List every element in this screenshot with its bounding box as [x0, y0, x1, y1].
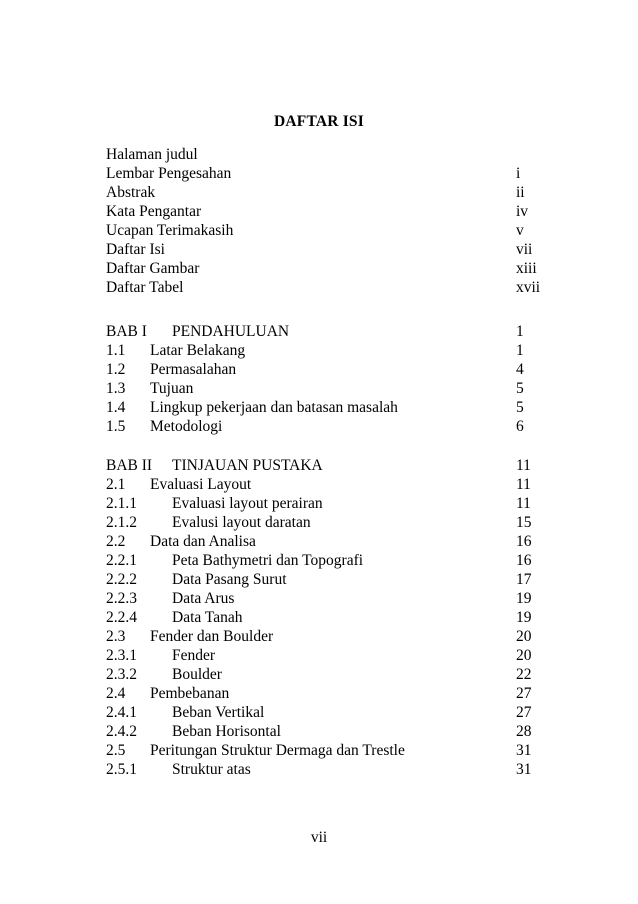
- toc-entry-number: 1.3: [106, 380, 126, 397]
- toc-entry-number: 2.4.1: [106, 704, 137, 721]
- toc-entry-page: 20: [516, 647, 532, 664]
- toc-entry-page: 19: [516, 609, 532, 626]
- toc-entry: [106, 240, 546, 259]
- toc-entry: [106, 360, 546, 379]
- toc-entry-title: Beban Vertikal: [172, 704, 265, 721]
- toc-entry: [106, 589, 546, 608]
- front-matter-list: [106, 145, 546, 297]
- toc-entry-page: v: [516, 222, 524, 239]
- toc-entry-title: Evalusi layout daratan: [172, 514, 311, 531]
- toc-entry: [106, 379, 546, 398]
- toc-entry-number: 2.2.3: [106, 590, 137, 607]
- toc-entry-number: 1.1: [106, 342, 126, 359]
- toc-entry-title: Tujuan: [150, 380, 194, 397]
- chapter-2-list: [106, 456, 546, 779]
- toc-entry: [106, 494, 546, 513]
- toc-entry-page: 31: [516, 761, 532, 778]
- toc-entry: [106, 456, 546, 475]
- toc-entry: [106, 627, 546, 646]
- toc-entry-title: Peritungan Struktur Dermaga dan Trestle: [150, 742, 405, 759]
- toc-entry: [106, 221, 546, 240]
- toc-entry: [106, 475, 546, 494]
- chapter-1-list: [106, 322, 546, 436]
- toc-entry: [106, 551, 546, 570]
- toc-entry: [106, 646, 546, 665]
- toc-entry-number: 2.3: [106, 628, 126, 645]
- toc-entry-page: 22: [516, 666, 532, 683]
- toc-entry: [106, 741, 546, 760]
- toc-entry-page: 27: [516, 704, 532, 721]
- toc-entry-title: Struktur atas: [172, 761, 251, 778]
- toc-entry-title: Data Pasang Surut: [172, 571, 287, 588]
- toc-entry-title: Peta Bathymetri dan Topografi: [172, 552, 364, 569]
- toc-entry-page: 19: [516, 590, 532, 607]
- toc-entry-page: xvii: [516, 279, 541, 296]
- toc-entry-title: Permasalahan: [150, 361, 237, 378]
- toc-entry-title: Daftar Gambar: [106, 260, 200, 277]
- toc-entry-page: vii: [516, 241, 533, 258]
- toc-entry-title: Data Arus: [172, 590, 235, 607]
- toc-entry-page: iv: [516, 203, 529, 220]
- toc-entry: [106, 417, 546, 436]
- toc-entry-number: 2.1.2: [106, 514, 137, 531]
- toc-entry: [106, 183, 546, 202]
- toc-entry: [106, 760, 546, 779]
- toc-entry: [106, 665, 546, 684]
- toc-entry-number: 2.5.1: [106, 761, 137, 778]
- toc-entry: [106, 398, 546, 417]
- toc-entry-page: 11: [516, 457, 531, 474]
- toc-entry-number: 2.2: [106, 533, 126, 550]
- toc-entry-page: 31: [516, 742, 532, 759]
- toc-entry-number: BAB II: [106, 457, 153, 474]
- toc-entry-number: 2.1: [106, 476, 126, 493]
- toc-entry-page: 1: [516, 342, 524, 359]
- toc-entry: [106, 703, 546, 722]
- toc-entry-title: Ucapan Terimakasih: [106, 222, 234, 239]
- toc-entry-page: 17: [516, 571, 532, 588]
- toc-entry-number: 2.2.2: [106, 571, 137, 588]
- toc-entry-number: 2.4.2: [106, 723, 137, 740]
- toc-entry: [106, 259, 546, 278]
- toc-entry-number: 2.1.1: [106, 495, 137, 512]
- toc-entry-number: 2.5: [106, 742, 126, 759]
- toc-entry-page: xiii: [516, 260, 537, 277]
- toc-entry: [106, 202, 546, 221]
- toc-entry-title: Fender dan Boulder: [150, 628, 274, 645]
- toc-entry-title: Daftar Tabel: [106, 279, 184, 296]
- toc-entry: [106, 570, 546, 589]
- toc-entry-page: 16: [516, 552, 532, 569]
- toc-entry-number: 2.2.4: [106, 609, 137, 626]
- toc-entry-title: Lembar Pengesahan: [106, 165, 232, 182]
- toc-entry: [106, 322, 546, 341]
- toc-entry-title: PENDAHULUAN: [172, 323, 290, 340]
- toc-entry: [106, 608, 546, 627]
- toc-entry-title: Fender: [172, 647, 216, 664]
- toc-entry-number: 2.3.2: [106, 666, 137, 683]
- toc-entry-title: Data Tanah: [172, 609, 243, 626]
- toc-entry-number: 2.2.1: [106, 552, 137, 569]
- toc-entry-page: 5: [516, 380, 524, 397]
- toc-entry-number: 2.4: [106, 685, 126, 702]
- toc-entry-title: Metodologi: [150, 418, 223, 435]
- toc-entry-title: TINJAUAN PUSTAKA: [172, 457, 323, 474]
- toc-entry-page: 28: [516, 723, 532, 740]
- toc-entry-number: 1.5: [106, 418, 126, 435]
- toc-entry-title: Evaluasi layout perairan: [172, 495, 323, 512]
- toc-entry-page: 11: [516, 476, 531, 493]
- toc-entry-number: 1.4: [106, 399, 126, 416]
- toc-entry-title: Kata Pengantar: [106, 203, 202, 220]
- toc-entry: [106, 722, 546, 741]
- toc-entry-page: 20: [516, 628, 532, 645]
- toc-entry-title: Halaman judul: [106, 146, 198, 163]
- toc-entry-title: Lingkup pekerjaan dan batasan masalah: [150, 399, 398, 416]
- toc-entry-title: Latar Belakang: [150, 342, 246, 359]
- toc-entry-title: Daftar Isi: [106, 241, 165, 258]
- toc-entry-title: Boulder: [172, 666, 222, 683]
- toc-entry-page: 1: [516, 323, 524, 340]
- toc-entry-page: 6: [516, 418, 524, 435]
- toc-entry-title: Pembebanan: [150, 685, 230, 702]
- toc-entry-page: i: [516, 165, 521, 182]
- toc-entry-page: ii: [516, 184, 525, 201]
- toc-entry-page: 5: [516, 399, 524, 416]
- toc-entry-page: 16: [516, 533, 532, 550]
- toc-entry-number: 2.3.1: [106, 647, 137, 664]
- toc-entry-page: 11: [516, 495, 531, 512]
- toc-entry-page: 4: [516, 361, 524, 378]
- toc-entry: [106, 145, 546, 164]
- toc-entry-title: Abstrak: [106, 184, 156, 201]
- toc-entry-title: Evaluasi Layout: [150, 476, 252, 493]
- toc-entry-page: 15: [516, 514, 532, 531]
- toc-entry-number: 1.2: [106, 361, 126, 378]
- toc-entry: [106, 513, 546, 532]
- toc-entry: [106, 341, 546, 360]
- page-title: DAFTAR ISI: [274, 113, 364, 130]
- page-number: vii: [310, 829, 328, 846]
- toc-entry-page: 27: [516, 685, 532, 702]
- toc-entry-title: Beban Horisontal: [172, 723, 281, 740]
- toc-entry: [106, 278, 546, 297]
- toc-entry: [106, 532, 546, 551]
- toc-entry-number: BAB I: [106, 323, 147, 340]
- toc-entry-title: Data dan Analisa: [150, 533, 256, 550]
- toc-entry: [106, 684, 546, 703]
- toc-entry: [106, 164, 546, 183]
